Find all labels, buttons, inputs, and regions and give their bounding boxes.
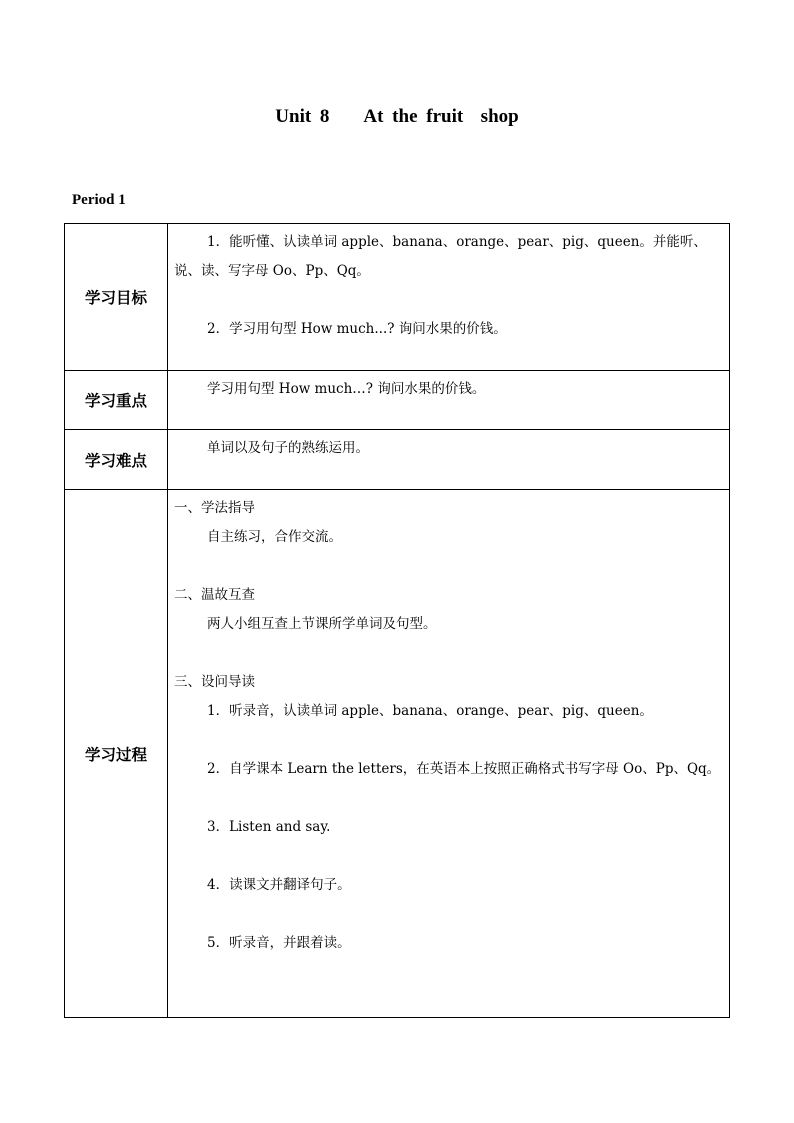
difficulty-1: 单词以及句子的熟练运用。: [207, 440, 369, 456]
row-content-objectives: [168, 224, 730, 371]
step-2: 2．自学课本 Learn the letters，在英语本上按照正确格式书写字母 Oo、Pp、Qq。: [207, 761, 721, 777]
table-row-objectives: [65, 224, 730, 371]
step-3: 3．Listen and say.: [207, 819, 331, 835]
lesson-plan-table: [64, 223, 730, 1018]
table-row-key-points: [65, 371, 730, 430]
period-heading: Period 1: [72, 192, 126, 208]
row-label-difficulties: 学习难点: [65, 430, 168, 490]
row-label-key-points: 学习重点: [65, 371, 168, 430]
step-1: 1．听录音，认读单词 apple、banana、orange、pear、pig、queen。: [207, 703, 653, 719]
objective-2: 2．学习用句型 How much...? 询问水果的价钱。: [207, 321, 507, 337]
document-title: Unit 8 At the fruit shop: [275, 106, 519, 127]
row-content-process: [168, 490, 730, 1018]
section-1-title: 一、学法指导: [174, 500, 255, 516]
section-2-text: 两人小组互查上节课所学单词及句型。: [207, 616, 437, 632]
section-2-title: 二、温故互查: [174, 587, 255, 603]
step-5: 5．听录音，并跟着读。: [207, 935, 351, 951]
key-point-1: 学习用句型 How much…? 询问水果的价钱。: [207, 381, 486, 397]
table-row-process: [65, 490, 730, 1018]
row-label-process: 学习过程: [65, 490, 168, 1018]
table-row-difficulties: [65, 430, 730, 490]
step-4: 4．读课文并翻译句子。: [207, 877, 351, 893]
section-3-title: 三、设问导读: [174, 674, 255, 690]
row-content-key-points: [168, 371, 730, 430]
row-label-objectives: 学习目标: [65, 224, 168, 371]
objective-1: 1．能听懂、认读单词 apple、banana、orange、pear、pig、queen。并能听、说、读、写字母 Oo、Pp、Qq。: [174, 234, 707, 279]
row-content-difficulties: [168, 430, 730, 490]
section-1-text: 自主练习，合作交流。: [207, 529, 342, 545]
